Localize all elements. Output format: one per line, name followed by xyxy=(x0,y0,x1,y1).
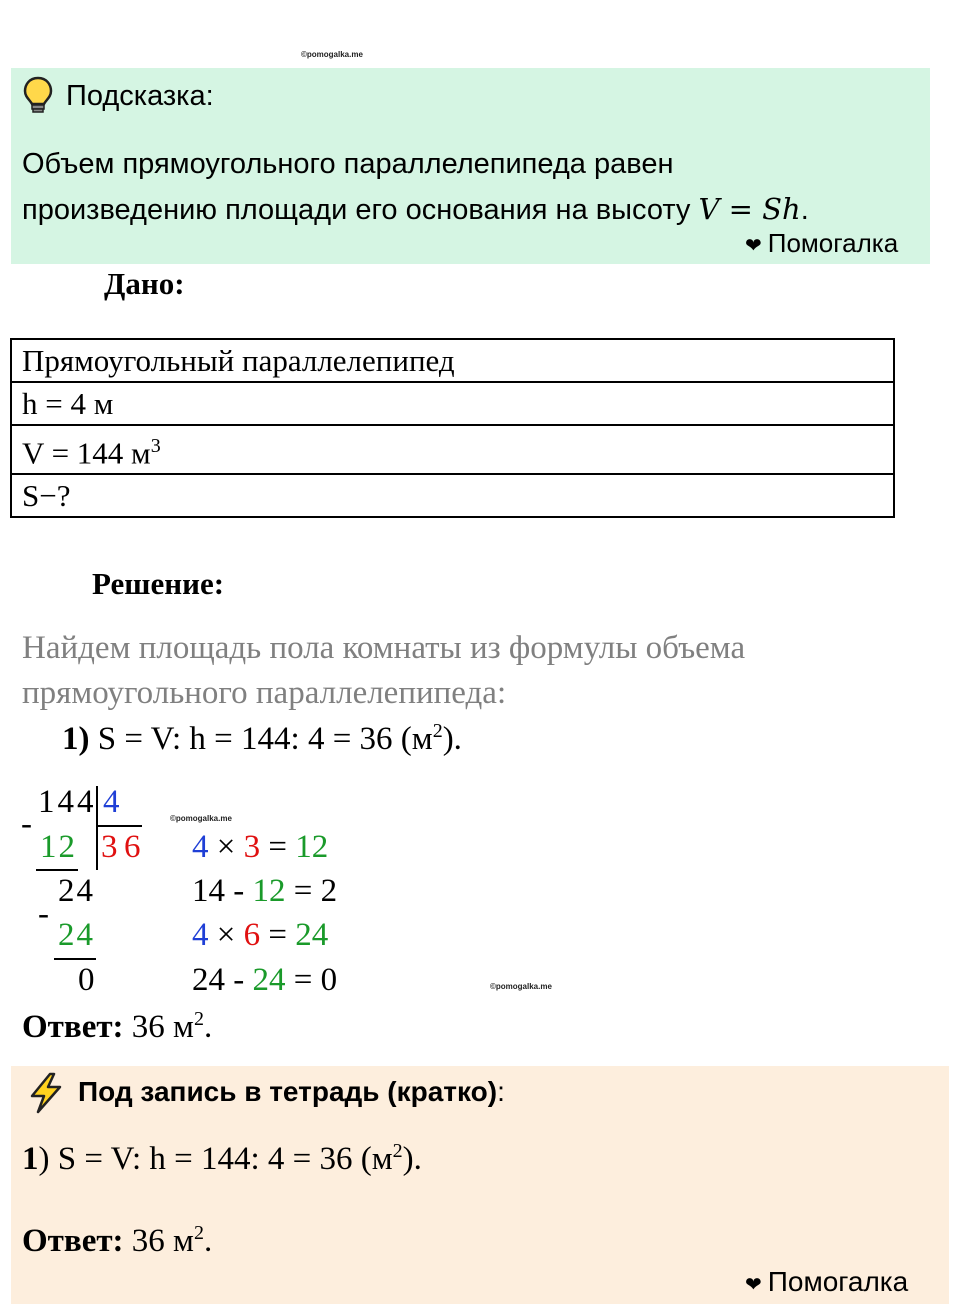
minus-2: - xyxy=(38,896,49,932)
divisor: 4 xyxy=(103,784,120,820)
division-bracket-line xyxy=(96,825,142,827)
hint-formula: V = Sh xyxy=(698,192,801,226)
quotient-digit-1: 3 xyxy=(101,829,118,865)
check-1: 4 × 3 = 12 xyxy=(192,829,329,865)
brand-bottom: ❤ Помогалка xyxy=(745,1266,909,1297)
given-row-s: S−? xyxy=(11,474,894,517)
solution-step-1: 1) S = V: h = 144: 4 = 36 $(м^2)$. xyxy=(62,720,462,757)
watermark-lower: ©pomogalka.me xyxy=(490,982,552,991)
heart-icon: ❤ xyxy=(745,1274,762,1296)
hint-title: Подсказка: xyxy=(66,80,214,112)
brand-top: ❤ Помогалка xyxy=(745,228,899,258)
answer: Ответ: 36 $м^2$. xyxy=(22,1008,213,1045)
heart-icon: ❤ xyxy=(745,235,762,257)
quotient-digit-2: 6 xyxy=(124,829,141,865)
lightning-icon xyxy=(26,1072,66,1114)
notebook-answer: Ответ: 36 $м^2$. xyxy=(22,1222,213,1259)
hint-line-1: Объем прямоугольного параллелепипеда равен xyxy=(22,148,674,180)
solution-title: Решение: xyxy=(92,566,225,601)
dividend: 144 xyxy=(38,784,97,820)
given-title: Дано: xyxy=(104,266,185,301)
check-2: 14 - 12 = 2 xyxy=(192,873,338,909)
remainder-1: 24 xyxy=(58,873,95,909)
given-row-shape: Прямоугольный параллелепипед xyxy=(11,339,894,382)
solution-text: Найдем площадь пола комнаты из формулы объема прямоугольного параллелепипеда: xyxy=(22,630,746,711)
underline-1 xyxy=(36,869,78,871)
hint-text xyxy=(22,142,922,233)
notebook-step-1: 1) S = V: h = 144: 4 = 36 $(м^2)$. xyxy=(22,1140,422,1177)
check-4: 24 - 24 = 0 xyxy=(192,962,338,998)
watermark-mid: ©pomogalka.me xyxy=(170,814,232,823)
notebook-title: Под запись в тетрадь (кратко): xyxy=(78,1076,505,1107)
given-row-h: h = 4 м xyxy=(11,382,894,425)
underline-2 xyxy=(54,958,96,960)
given-table xyxy=(10,338,895,518)
lightbulb-icon xyxy=(22,76,54,114)
given-row-v: V = 144 $м^3$ xyxy=(11,425,894,474)
subtrahend-1: 12 xyxy=(40,829,77,865)
division-vertical-line xyxy=(96,786,98,870)
subtrahend-2: 24 xyxy=(58,917,95,953)
check-3: 4 × 6 = 24 xyxy=(192,917,329,953)
minus-1: - xyxy=(21,806,32,842)
remainder-2: 0 xyxy=(78,962,95,998)
watermark: ©pomogalka.me xyxy=(301,50,363,59)
hint-line-2: произведению площади его основания на высоту V = Sh. xyxy=(22,192,809,226)
